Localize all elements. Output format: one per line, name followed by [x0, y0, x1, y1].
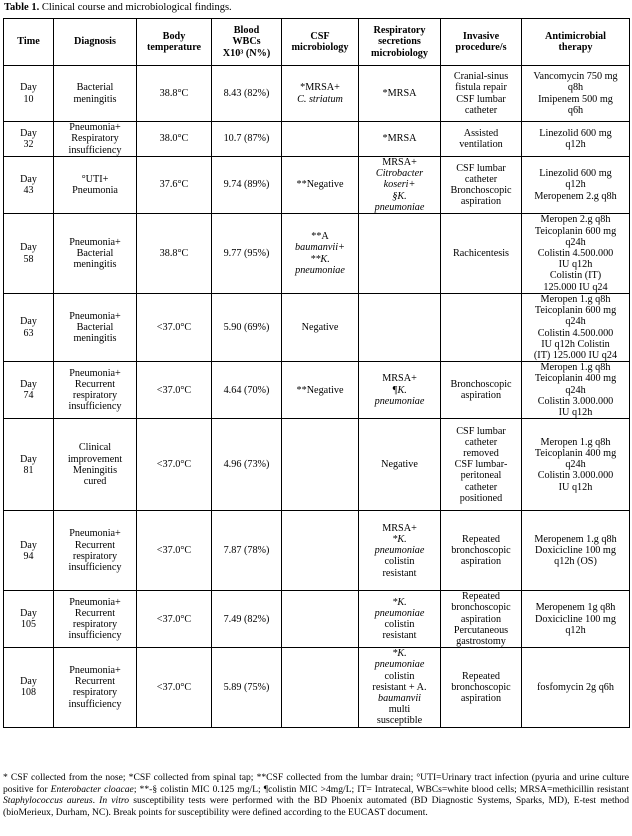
cell-line: IU q12h [558, 481, 593, 493]
cell-respiratory-microbiology [359, 511, 441, 591]
cell-diagnosis [54, 122, 137, 157]
header-invasive-procedures [441, 19, 522, 66]
header-row [4, 19, 630, 66]
cell-line: (IT) 125.000 IU q24 [533, 350, 618, 362]
header-csf-microbiology [282, 19, 359, 66]
cell-line: Day [20, 82, 37, 94]
cell-line: aspiration [460, 613, 502, 625]
cell-time [4, 157, 54, 214]
cell-time [4, 648, 54, 727]
cell-line: catheter [464, 481, 498, 493]
cell-body-temperature: <37.0°C [137, 362, 212, 419]
cell-line: insufficiency [68, 561, 122, 573]
cell-line: q6h [567, 104, 584, 116]
header-line: Body [162, 30, 186, 42]
cell-line: ¶K. [392, 384, 407, 396]
cell-respiratory-microbiology [359, 66, 441, 122]
cell-antimicrobial-therapy [522, 591, 630, 648]
cell-blood-wbcs: 9.74 (89%) [212, 157, 282, 214]
footnote-part-3: . [92, 795, 100, 807]
header-respiratory-microbiology [359, 19, 441, 66]
cell-line: 94 [23, 550, 34, 562]
table-row [4, 66, 630, 122]
cell-line: Day [20, 173, 37, 185]
cell-line: 10 [23, 93, 34, 105]
cell-line: 125.000 IU q24 [543, 281, 608, 293]
cell-line: Day [20, 676, 37, 688]
cell-line: Recurrent [74, 379, 116, 391]
cell-line: CSF lumbar [456, 425, 506, 437]
cell-line: resistant + A. [372, 681, 427, 693]
cell-antimicrobial-therapy [522, 66, 630, 122]
header-line: secretions [378, 36, 421, 48]
cell-diagnosis [54, 214, 137, 294]
cell-line: meningitis [73, 93, 117, 105]
cell-line: q24h [565, 459, 586, 471]
header-line: microbiology [371, 47, 428, 59]
cell-line: Day [20, 539, 37, 551]
cell-line: Day [20, 316, 37, 328]
cell-line: §K. [392, 190, 407, 202]
cell-diagnosis [54, 157, 137, 214]
cell-line: Colistin 3.000.000 [537, 395, 614, 407]
header-line: procedure/s [455, 42, 507, 53]
cell-invasive-procedures [441, 511, 522, 591]
footnote-italic-1: Enterobacter cloacae [50, 783, 134, 795]
header-line: Diagnosis [74, 36, 116, 48]
cell-line: Recurrent [74, 539, 116, 551]
table-footnote [3, 772, 629, 818]
table-row [4, 362, 630, 419]
cell-line: IU q12h [558, 259, 593, 271]
cell-line: aspiration [460, 196, 502, 208]
header-blood-wbcs [212, 19, 282, 66]
cell-line: Meropen 1.g q8h [540, 362, 611, 374]
cell-line: q12h (OS) [554, 556, 597, 568]
cell-line: aspiration [460, 693, 502, 705]
cell-line: C. striatum [297, 93, 343, 105]
cell-invasive-procedures [441, 157, 522, 214]
cell-respiratory-microbiology [359, 157, 441, 214]
cell-line: Colistin 4.500.000 [537, 247, 614, 259]
cell-line: bronchoscopic [451, 602, 511, 614]
cell-blood-wbcs: 7.49 (82%) [212, 591, 282, 648]
cell-respiratory-microbiology [359, 362, 441, 419]
cell-line: baumanvii+ [295, 242, 345, 254]
header-line: therapy [558, 42, 593, 53]
cell-line: Day [20, 453, 37, 465]
cell-line: Bronchoscopic [450, 185, 512, 196]
cell-line: 63 [23, 327, 34, 339]
cell-line: pneumoniae [374, 201, 425, 213]
cell-line: 105 [21, 619, 36, 631]
cell-line: Pneumonia+ [69, 310, 121, 322]
cell-line: Imipenem 500 mg [538, 93, 613, 105]
cell-line: Repeated [462, 670, 500, 682]
header-line: Invasive [462, 30, 500, 42]
cell-line: Pneumonia [72, 185, 118, 196]
cell-line: q12h [565, 624, 586, 636]
cell-line: catheter [464, 173, 498, 185]
header-time [4, 19, 54, 66]
cell-diagnosis [54, 591, 137, 648]
cell-line: Doxicicline 100 mg [535, 613, 616, 625]
cell-line: Percutaneous [453, 624, 509, 636]
header-line: WBCs [232, 36, 261, 48]
cell-line: Doxicicline 100 mg [535, 545, 616, 557]
cell-line: Assisted [463, 127, 499, 139]
cell-line: respiratory [72, 687, 118, 699]
cell-line: resistant [382, 630, 417, 642]
cell-line: q12h [565, 179, 586, 191]
cell-line: Meropenem 1g q8h [535, 602, 616, 614]
cell-line: resistant [382, 567, 417, 579]
cell-respiratory-microbiology [359, 122, 441, 157]
cell-line: Meningitis [72, 464, 118, 476]
cell-line: 43 [23, 185, 34, 196]
table-row [4, 214, 630, 294]
cell-line: insufficiency [68, 698, 122, 710]
cell-line: Negative [301, 322, 339, 334]
cell-time [4, 214, 54, 294]
cell-line: pneumoniae [374, 608, 425, 620]
cell-line: gastrostomy [456, 636, 506, 648]
cell-line: MRSA+ [382, 373, 417, 385]
caption-text: Clinical course and microbiological findings. [39, 2, 232, 13]
cell-line: insufficiency [68, 630, 122, 642]
cell-blood-wbcs: 9.77 (95%) [212, 214, 282, 294]
cell-line: Meropenem 1.g q8h [534, 533, 617, 545]
cell-line: colistin [384, 619, 415, 631]
cell-line: aspiration [460, 390, 502, 402]
cell-line: catheter [464, 436, 498, 448]
cell-line: Meropen 2.g q8h [540, 214, 611, 226]
header-line: X10³ (N%) [222, 47, 271, 59]
cell-line: Colistin 3.000.000 [537, 470, 614, 482]
cell-blood-wbcs: 5.89 (75%) [212, 648, 282, 727]
header-line: microbiology [291, 42, 349, 53]
cell-line: ventilation [459, 139, 503, 150]
cell-blood-wbcs: 7.87 (78%) [212, 511, 282, 591]
cell-body-temperature: <37.0°C [137, 648, 212, 727]
cell-line: Linezolid 600 mg [539, 168, 612, 180]
cell-invasive-procedures [441, 648, 522, 727]
cell-line: fistula repair [455, 82, 507, 94]
cell-diagnosis [54, 648, 137, 727]
cell-antimicrobial-therapy [522, 362, 630, 419]
table-body [4, 66, 630, 728]
cell-time [4, 511, 54, 591]
cell-csf-microbiology [282, 66, 359, 122]
cell-csf-microbiology [282, 419, 359, 511]
cell-line: Citrobacter [375, 168, 424, 180]
cell-csf-microbiology [282, 648, 359, 727]
cell-antimicrobial-therapy [522, 214, 630, 294]
cell-line: Colistin 4.500.000 [537, 327, 614, 339]
cell-line: 32 [23, 139, 34, 150]
table-row [4, 294, 630, 362]
cell-body-temperature: <37.0°C [137, 419, 212, 511]
cell-respiratory-microbiology [359, 648, 441, 727]
cell-line: cured [83, 475, 107, 487]
cell-csf-microbiology [282, 157, 359, 214]
cell-line: IU q12h Colistin [541, 338, 610, 350]
header-line: Blood [233, 25, 260, 37]
cell-line: Pneumonia+ [69, 236, 121, 248]
cell-line: Recurrent [74, 608, 116, 620]
cell-line: insufficiency [68, 401, 122, 413]
cell-line: respiratory [72, 619, 118, 631]
header-antimicrobial-therapy [522, 19, 630, 66]
cell-line: baumanvii [377, 693, 421, 705]
cell-line: pneumoniae [374, 545, 425, 557]
cell-line: Clinical [78, 442, 112, 454]
cell-line: Rachicentesis [452, 247, 509, 259]
cell-line: aspiration [460, 556, 502, 568]
cell-diagnosis [54, 66, 137, 122]
cell-line: q24h [565, 384, 586, 396]
cell-line: Pneumonia+ [69, 367, 121, 379]
cell-line: respiratory [72, 390, 118, 402]
cell-line: Day [20, 379, 37, 391]
cell-line: Meropen 1.g q8h [540, 294, 611, 306]
cell-blood-wbcs: 5.90 (69%) [212, 294, 282, 362]
cell-diagnosis [54, 511, 137, 591]
cell-diagnosis [54, 294, 137, 362]
cell-line: Bacterial [76, 82, 114, 94]
table-caption [4, 2, 232, 13]
cell-line: MRSA+ [382, 522, 417, 534]
cell-body-temperature: 38.8°C [137, 66, 212, 122]
cell-body-temperature: <37.0°C [137, 294, 212, 362]
table-row [4, 419, 630, 511]
cell-line: *MRSA+ [300, 82, 340, 94]
cell-blood-wbcs: 10.7 (87%) [212, 122, 282, 157]
cell-line: q8h [567, 82, 584, 94]
footnote-part-4: susceptibility tests were performed with the BD Phoenix automated (BD Diagnostic Systems, Sparks, MD), E-test method (bioMerieux, Durham, NC). Break points for susceptibility were defined according to the EUCAST document. [3, 795, 630, 818]
cell-line: Pneumonia+ [69, 665, 121, 677]
cell-line: Pneumonia+ [69, 122, 121, 134]
header-line: CSF [310, 30, 330, 42]
cell-line: bronchoscopic [451, 545, 511, 557]
cell-line: *MRSA [382, 133, 417, 145]
cell-line: Repeated [462, 591, 500, 603]
cell-line: Vancomycin 750 mg [533, 71, 618, 83]
cell-diagnosis [54, 362, 137, 419]
cell-time [4, 419, 54, 511]
cell-csf-microbiology [282, 511, 359, 591]
cell-line: MRSA+ [382, 157, 417, 168]
cell-invasive-procedures [441, 122, 522, 157]
cell-line: Pneumonia+ [69, 528, 121, 540]
cell-line: multi [388, 704, 411, 716]
cell-body-temperature: <37.0°C [137, 591, 212, 648]
cell-blood-wbcs: 4.64 (70%) [212, 362, 282, 419]
cell-line: CSF lumbar [456, 93, 506, 105]
cell-invasive-procedures [441, 214, 522, 294]
cell-csf-microbiology [282, 214, 359, 294]
table-row [4, 648, 630, 727]
cell-line: respiratory [72, 550, 118, 562]
cell-line: susceptible [376, 715, 423, 727]
cell-respiratory-microbiology [359, 591, 441, 648]
cell-line: CSF lumbar [456, 162, 506, 174]
cell-line: **K. [310, 253, 330, 265]
table-row [4, 511, 630, 591]
cell-line: positioned [459, 492, 503, 504]
cell-line: Recurrent [74, 676, 116, 688]
cell-respiratory-microbiology [359, 294, 441, 362]
cell-line: meningitis [73, 333, 117, 345]
table-row [4, 591, 630, 648]
cell-line: removed [463, 447, 499, 459]
table-row [4, 157, 630, 214]
cell-line: °UTI+ [81, 173, 109, 185]
cell-line: pneumoniae [374, 395, 425, 407]
cell-line: Pneumonia+ [69, 596, 121, 608]
header-line: Time [17, 36, 40, 48]
cell-line: **Negative [296, 384, 344, 396]
cell-line: Day [20, 242, 37, 254]
cell-antimicrobial-therapy [522, 122, 630, 157]
cell-invasive-procedures [441, 419, 522, 511]
cell-csf-microbiology [282, 122, 359, 157]
cell-blood-wbcs: 4.96 (73%) [212, 419, 282, 511]
cell-line: Meropenem 2.g q8h [534, 190, 617, 202]
cell-csf-microbiology [282, 294, 359, 362]
cell-line: 74 [23, 390, 34, 402]
cell-line: catheter [464, 104, 498, 116]
footnote-part-2: ; **-§ colistin MIC 0.125 mg/L; ¶colistin MIC >4mg/L; IT= Intratecal, WBCs=white blood cells; MRSA=methicillin resistant [133, 783, 629, 795]
cell-invasive-procedures [441, 591, 522, 648]
cell-line: **Negative [296, 179, 344, 191]
cell-body-temperature: <37.0°C [137, 511, 212, 591]
cell-line: Bronchoscopic [450, 379, 512, 391]
cell-line: fosfomycin 2g q6h [537, 681, 614, 693]
cell-line: *K. [392, 648, 407, 660]
cell-time [4, 294, 54, 362]
footnote-part-1: * CSF collected from the nose; *CSF collected from spinal tap; **CSF collected from the lumbar drain; °UTI=Urinary tract infection (pyuria and urine culture positive for [3, 772, 629, 795]
cell-line: 58 [23, 253, 34, 265]
cell-line: Day [20, 127, 37, 139]
cell-csf-microbiology [282, 362, 359, 419]
header-line: Antimicrobial [545, 30, 606, 42]
cell-antimicrobial-therapy [522, 294, 630, 362]
cell-line: Day [20, 608, 37, 620]
cell-line: Teicoplanin 400 mg [534, 447, 617, 459]
cell-line: insufficiency [68, 144, 122, 156]
cell-line: q24h [565, 316, 586, 328]
cell-blood-wbcs: 8.43 (82%) [212, 66, 282, 122]
cell-respiratory-microbiology [359, 419, 441, 511]
cell-line: bronchoscopic [451, 681, 511, 693]
cell-line: Repeated [462, 533, 500, 545]
footnote-italic-2: Staphylococcus aureus [3, 795, 93, 807]
clinical-course-table [3, 18, 630, 728]
cell-csf-microbiology [282, 591, 359, 648]
cell-line: colistin [384, 670, 415, 682]
cell-line: q24h [565, 236, 586, 248]
cell-line: CSF lumbar- [454, 459, 508, 471]
header-body-temperature [137, 19, 212, 66]
cell-diagnosis [54, 419, 137, 511]
cell-time [4, 122, 54, 157]
cell-invasive-procedures [441, 362, 522, 419]
cell-line: Meropen 1.g q8h [540, 436, 611, 448]
cell-line: *K. [392, 533, 407, 545]
cell-time [4, 591, 54, 648]
cell-body-temperature: 37.6°C [137, 157, 212, 214]
cell-body-temperature: 38.0°C [137, 122, 212, 157]
cell-line: Respiratory [71, 133, 119, 145]
cell-line: Negative [381, 459, 418, 471]
cell-line: Teicoplanin 600 mg [534, 305, 617, 317]
cell-line: Cranial-sinus [453, 71, 509, 83]
cell-line: *K. [392, 596, 407, 608]
cell-time [4, 362, 54, 419]
cell-antimicrobial-therapy [522, 648, 630, 727]
table-header [4, 19, 630, 66]
header-line: Respiratory [373, 25, 426, 37]
cell-antimicrobial-therapy [522, 157, 630, 214]
cell-line: pneumoniae [374, 659, 425, 671]
cell-line: pneumoniae [295, 264, 345, 276]
cell-line: **A [311, 231, 329, 243]
cell-line: IU q12h [558, 407, 593, 419]
table-row [4, 122, 630, 157]
cell-antimicrobial-therapy [522, 419, 630, 511]
cell-line: 81 [23, 464, 34, 476]
cell-line: Linezolid 600 mg [539, 127, 612, 139]
cell-line: koseri+ [383, 179, 416, 191]
cell-line: colistin [384, 556, 415, 568]
cell-line: Colistin (IT) [549, 270, 602, 282]
cell-line: Teicoplanin 400 mg [534, 373, 617, 385]
cell-line: meningitis [73, 259, 117, 271]
cell-line: Teicoplanin 600 mg [534, 225, 617, 237]
footnote-italic-3: In vitro [99, 795, 130, 807]
cell-respiratory-microbiology [359, 214, 441, 294]
cell-time [4, 66, 54, 122]
cell-line: Bacterial [76, 247, 114, 259]
cell-line: q12h [565, 139, 586, 150]
cell-line: *MRSA [382, 87, 417, 99]
header-diagnosis [54, 19, 137, 66]
cell-line: peritoneal [460, 470, 502, 482]
cell-invasive-procedures [441, 66, 522, 122]
caption-label: Table 1. [4, 2, 40, 13]
cell-line: 108 [21, 687, 36, 699]
cell-antimicrobial-therapy [522, 511, 630, 591]
cell-line: improvement [67, 453, 123, 465]
cell-invasive-procedures [441, 294, 522, 362]
cell-line: Bacterial [76, 322, 114, 334]
cell-body-temperature: 38.8°C [137, 214, 212, 294]
header-line: temperature [146, 42, 202, 53]
